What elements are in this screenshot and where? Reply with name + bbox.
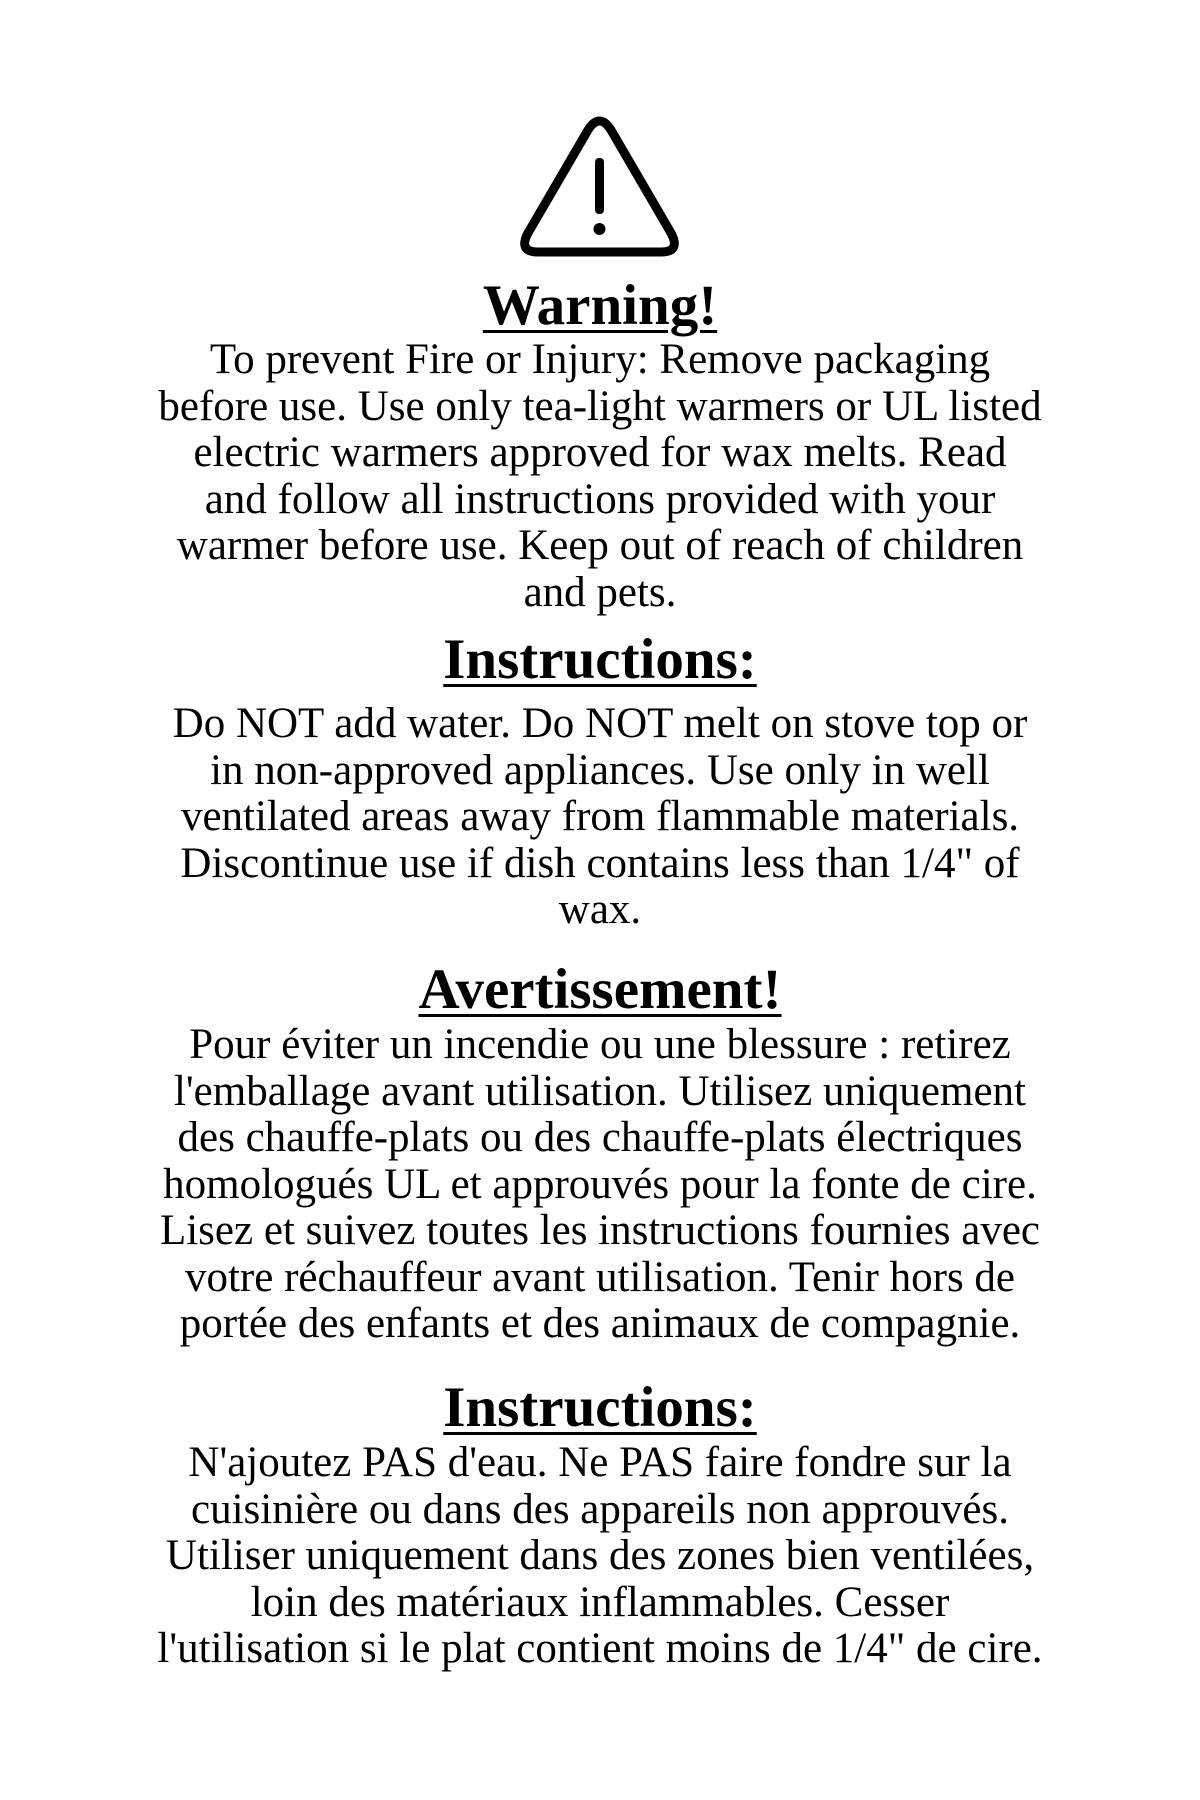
avertissement-line: Pour éviter un incendie ou une blessure : retirez xyxy=(189,1021,1011,1068)
instructions-en-line: Do NOT add water. Do NOT melt on stove top or xyxy=(172,700,1028,747)
instructions-body-en xyxy=(100,701,1100,934)
avertissement-line: homologués UL et approuvés pour la fonte de cire. xyxy=(163,1160,1037,1208)
instructions-en-line: Discontinue use if dish contains less than 1/4" of xyxy=(180,839,1020,887)
warning-heading xyxy=(0,273,1200,339)
instructions-heading-en-text: Instructions: xyxy=(443,628,757,691)
warning-line: warmer before use. Keep out of reach of children xyxy=(176,522,1024,569)
warning-triangle-icon xyxy=(518,112,681,258)
warning-body xyxy=(100,337,1100,616)
instructions-heading-fr xyxy=(0,1375,1200,1441)
warning-heading-text: Warning! xyxy=(482,274,718,337)
avertissement-heading-text: Avertissement! xyxy=(418,958,782,1021)
instructions-fr-line: cuisinière ou dans des appareils non approuvés. xyxy=(191,1485,1009,1533)
instructions-body-fr xyxy=(100,1440,1100,1673)
instructions-en-line: wax. xyxy=(558,886,642,933)
instructions-heading-fr-text: Instructions: xyxy=(443,1376,757,1439)
avertissement-heading xyxy=(0,957,1200,1023)
instructions-fr-line: Utiliser uniquement dans des zones bien ventilées, xyxy=(165,1532,1035,1579)
avertissement-body xyxy=(100,1022,1100,1348)
instructions-heading-en xyxy=(0,627,1200,693)
warning-line: and follow all instructions provided with your xyxy=(204,475,996,523)
warning-line: To prevent Fire or Injury: Remove packaging xyxy=(209,336,991,383)
warning-line: and pets. xyxy=(523,568,677,616)
instructions-fr-line: loin des matériaux inflammables. Cesser xyxy=(250,1578,950,1626)
avertissement-line: portée des enfants et des animaux de compagnie. xyxy=(179,1300,1021,1347)
avertissement-line: l'emballage avant utilisation. Utilisez uniquement xyxy=(173,1067,1026,1115)
avertissement-line: des chauffe-plats ou des chauffe-plats électriques xyxy=(177,1114,1023,1161)
instructions-en-line: ventilated areas away from flammable materials. xyxy=(180,793,1020,840)
warning-line: electric warmers approved for wax melts. Read xyxy=(193,429,1007,476)
instructions-en-line: in non-approved appliances. Use only in well xyxy=(210,746,990,794)
avertissement-line: Lisez et suivez toutes les instructions fournies avec xyxy=(159,1207,1041,1254)
warning-line: before use. Use only tea-light warmers or UL listed xyxy=(158,382,1042,430)
avertissement-line: votre réchauffeur avant utilisation. Tenir hors de xyxy=(184,1253,1016,1301)
instructions-fr-line: l'utilisation si le plat contient moins de 1/4" de cire. xyxy=(157,1625,1043,1672)
instructions-fr-line: N'ajoutez PAS d'eau. Ne PAS faire fondre sur la xyxy=(188,1439,1012,1486)
